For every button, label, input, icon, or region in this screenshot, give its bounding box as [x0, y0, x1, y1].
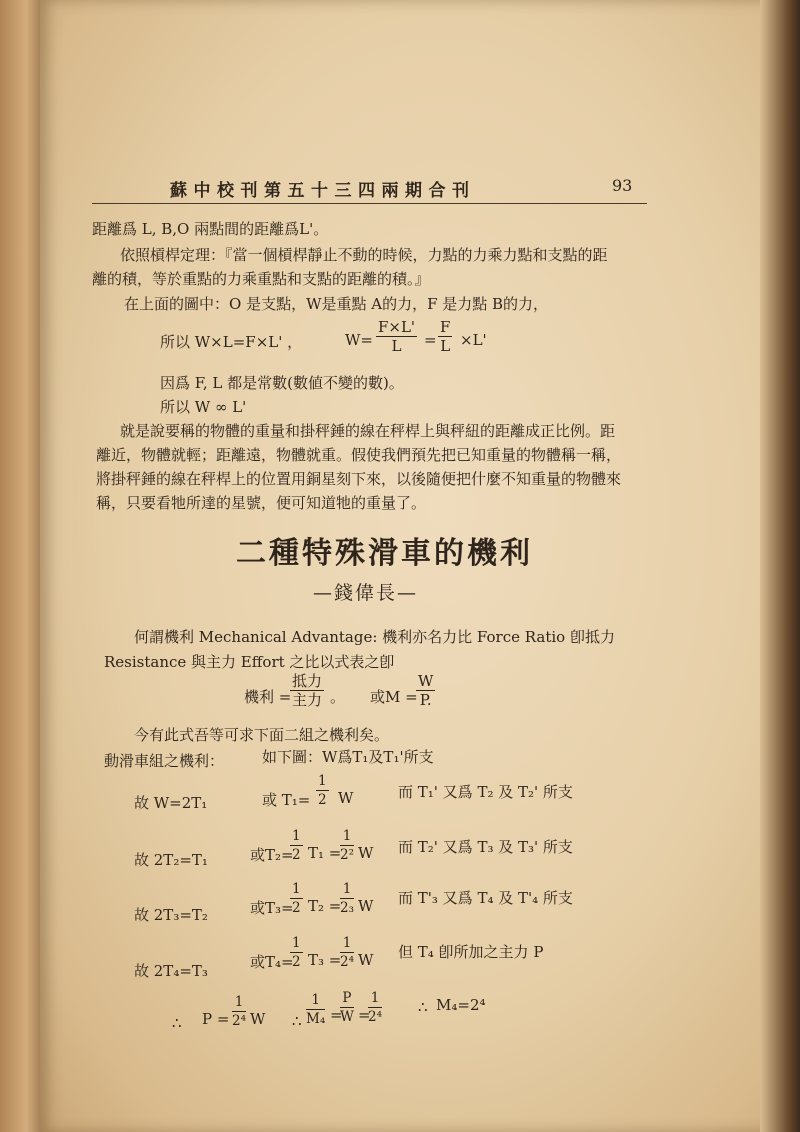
equation-tail: ×L' — [460, 331, 487, 349]
fraction: $\frac{1}{\text{2²}}$ — [340, 828, 355, 863]
fraction: $\frac{W}{P.}$ — [418, 672, 434, 709]
text-line: 如下圖：W爲T₁及T₁'所支 — [262, 748, 434, 766]
equation-w: W= — [345, 331, 373, 349]
equation-term: W — [358, 897, 374, 915]
equation-left: 故 2T₃=T₂ — [134, 906, 208, 924]
equation-term: W — [338, 789, 354, 807]
journal-header: 蘇中校刊第五十三四兩期合刊 — [170, 181, 476, 201]
text-line: 稱，只要看牠所達的星號，便可知道牠的重量了。 — [96, 494, 427, 512]
fraction: 抵力 主力 — [292, 672, 323, 709]
article-author: —錢偉長— — [313, 582, 419, 604]
text-line: 距離爲 L, B,O 兩點間的距離爲L'。 — [92, 220, 329, 238]
equation-term: W — [358, 844, 374, 862]
equation-left: 故 2T₂=T₁ — [134, 851, 208, 869]
equation-term: T₁ = — [308, 844, 342, 862]
text-line: 將掛秤錘的線在秤桿上的位置用銅星刻下來，以後隨便把什麼不知重量的物體來 — [96, 470, 622, 488]
equation-p: P = — [202, 1010, 230, 1028]
ma-label: 機利 = — [244, 688, 292, 706]
equation-right: 而 T'₃ 又爲 T₄ 及 T'₄ 所支 — [398, 889, 573, 907]
equation-or: 或T₃= — [250, 899, 294, 917]
equation-or: 或 T₁= — [262, 791, 311, 809]
equation-or: 或T₄= — [250, 953, 294, 971]
page-number: 93 — [612, 176, 633, 195]
fraction: $\frac{1}{\text{2⁴}}$ — [232, 994, 247, 1029]
equation-prefix: 所以 W×L=F×L' ， — [160, 333, 303, 351]
equation-or: 或T₂= — [250, 846, 294, 864]
fraction: $\frac{1}{2}$ — [292, 935, 301, 970]
equation-result: M₄=2⁴ — [436, 996, 486, 1014]
fraction: $\frac{F}{L}$ — [440, 318, 451, 355]
equation-right: 但 T₄ 卽所加之主力 P — [398, 943, 544, 961]
equals-sign: = — [330, 1006, 343, 1024]
right-page-edge — [760, 0, 800, 1132]
equation-term: W — [250, 1010, 266, 1028]
text-line: 離的積，等於重點的力乘重點和支點的距離的積。』 — [92, 270, 430, 288]
text-line: 就是說要稱的物體的重量和掛秤錘的線在秤桿上與秤紐的距離成正比例。距 — [120, 422, 616, 440]
fraction: $\frac{1}{\text{2⁴}}$ — [340, 935, 355, 970]
fraction: $\frac{1}{\text{M₄}}$ — [306, 992, 326, 1027]
text-line: 依照槓桿定理：『當一個槓桿靜止不動的時候，力點的力乘力點和支點的距 — [120, 246, 608, 264]
section-label: 動滑車組之機利： — [104, 752, 225, 770]
equals-sign: = — [358, 1006, 371, 1024]
fraction: $\frac{1}{2}$ — [318, 773, 327, 808]
equation-right: 而 T₂' 又爲 T₃ 及 T₃' 所支 — [398, 838, 573, 856]
fraction: $\frac{P}{W}$ — [340, 990, 354, 1025]
text-line: 今有此式吾等可求下面二組之機利矣。 — [134, 726, 390, 744]
text-line: 離近，物體就輕；距離遠，物體就重。假使我們預先把已知重量的物體稱一稱， — [96, 446, 622, 464]
fraction: $\frac{F\times L'}{L}$ — [378, 318, 416, 355]
equation-right: 而 T₁' 又爲 T₂ 及 T₂' 所支 — [398, 783, 573, 801]
equation-left: 故 2T₄=T₃ — [134, 962, 208, 980]
equation-term: W — [358, 951, 374, 969]
header-rule — [92, 203, 647, 204]
equation-term: T₂ = — [308, 897, 342, 915]
therefore-symbol: ∴ — [172, 1014, 182, 1032]
period: 。 — [330, 688, 346, 706]
equation-term: T₃ = — [308, 951, 342, 969]
fraction: $\frac{1}{\text{2₃}}$ — [340, 881, 355, 916]
text-line: 所以 W ∞ L' — [160, 398, 247, 416]
ma-or: 或M = — [370, 688, 418, 706]
fraction: $\frac{1}{\text{2⁴}}$ — [368, 990, 383, 1025]
therefore-symbol: ∴ — [418, 998, 428, 1016]
text-line: 在上面的圖中：O 是支點，W是重點 A的力，F 是力點 B的力， — [124, 295, 549, 313]
equals-sign: = — [424, 331, 437, 349]
text-line: Resistance 與主力 Effort 之比以式表之卽 — [104, 653, 395, 671]
therefore-symbol: ∴ — [292, 1012, 302, 1030]
fraction: $\frac{1}{2}$ — [292, 828, 301, 863]
article-title: 二種特殊滑車的機利 — [236, 536, 533, 571]
equation-left: 故 W=2T₁ — [134, 794, 208, 812]
text-line: 因爲 F, L 都是常數(數値不變的數)。 — [160, 374, 404, 392]
text-line: 何謂機利 Mechanical Advantage: 機利亦名力比 Force Ratio 卽抵力 — [134, 628, 615, 646]
fraction: $\frac{1}{2}$ — [292, 881, 301, 916]
